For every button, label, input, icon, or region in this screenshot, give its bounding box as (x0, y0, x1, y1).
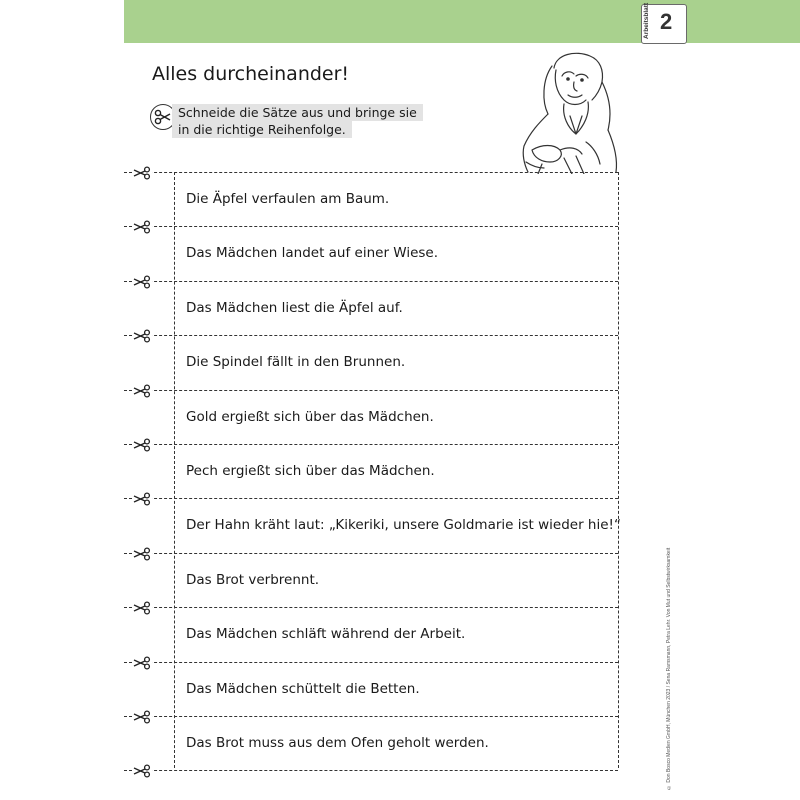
sentence-strip: Das Brot verbrennt. (186, 572, 320, 588)
cut-line (124, 716, 618, 717)
cut-line (124, 498, 618, 499)
cut-line (124, 281, 618, 282)
cut-line (124, 662, 618, 663)
scissors-icon (132, 763, 152, 777)
sentence-strip: Gold ergießt sich über das Mädchen. (186, 409, 434, 425)
scissors-icon (132, 491, 152, 505)
cut-line (124, 172, 618, 173)
sentence-strip: Das Mädchen schläft während der Arbeit. (186, 626, 466, 642)
sentence-strip: Die Spindel fällt in den Brunnen. (186, 354, 406, 370)
sentence-strip: Pech ergießt sich über das Mädchen. (186, 463, 435, 479)
scissors-icon (132, 328, 152, 342)
sentence-strip: Das Mädchen schüttelt die Betten. (186, 681, 420, 697)
cut-line (124, 553, 618, 554)
sentence-strip: Das Brot muss aus dem Ofen geholt werden. (186, 735, 489, 751)
scissors-icon (132, 600, 152, 614)
cut-line (124, 226, 618, 227)
sentence-strip: Das Mädchen liest die Äpfel auf. (186, 300, 403, 316)
sentence-strip: Der Hahn kräht laut: „Kikeriki, unsere Goldmarie ist wieder hie!“ (186, 517, 621, 533)
worksheet-tab-label: Arbeitsblatt (643, 2, 650, 39)
sentence-strip: Die Äpfel verfaulen am Baum. (186, 191, 390, 207)
instruction-line-1: Schneide die Sätze aus und bringe sie (172, 104, 423, 121)
scissors-icon (132, 274, 152, 288)
strip-left-border (174, 172, 175, 768)
scissors-icon (132, 655, 152, 669)
strip-right-border (618, 172, 619, 768)
cut-line (124, 444, 618, 445)
worksheet-number: 2 (660, 9, 673, 34)
scissors-icon (132, 165, 152, 179)
cut-line (124, 770, 618, 771)
sentence-strip: Das Mädchen landet auf einer Wiese. (186, 245, 439, 261)
cut-line (124, 607, 618, 608)
cut-line (124, 335, 618, 336)
scissors-icon (132, 709, 152, 723)
scissors-icon (132, 546, 152, 560)
scissors-icon (132, 437, 152, 451)
cut-line (124, 390, 618, 391)
copyright-notice: © Don Bosco Medien GmbH, München 2023 / Sena Ramsmann, Petra Lehr. Von Mut und Selbstwirksamkeit (666, 547, 672, 790)
scissors-icon (132, 219, 152, 233)
instruction-line-2: in die richtige Reihenfolge. (172, 121, 352, 138)
scissors-icon (132, 383, 152, 397)
page-title: Alles durcheinander! (152, 63, 350, 85)
